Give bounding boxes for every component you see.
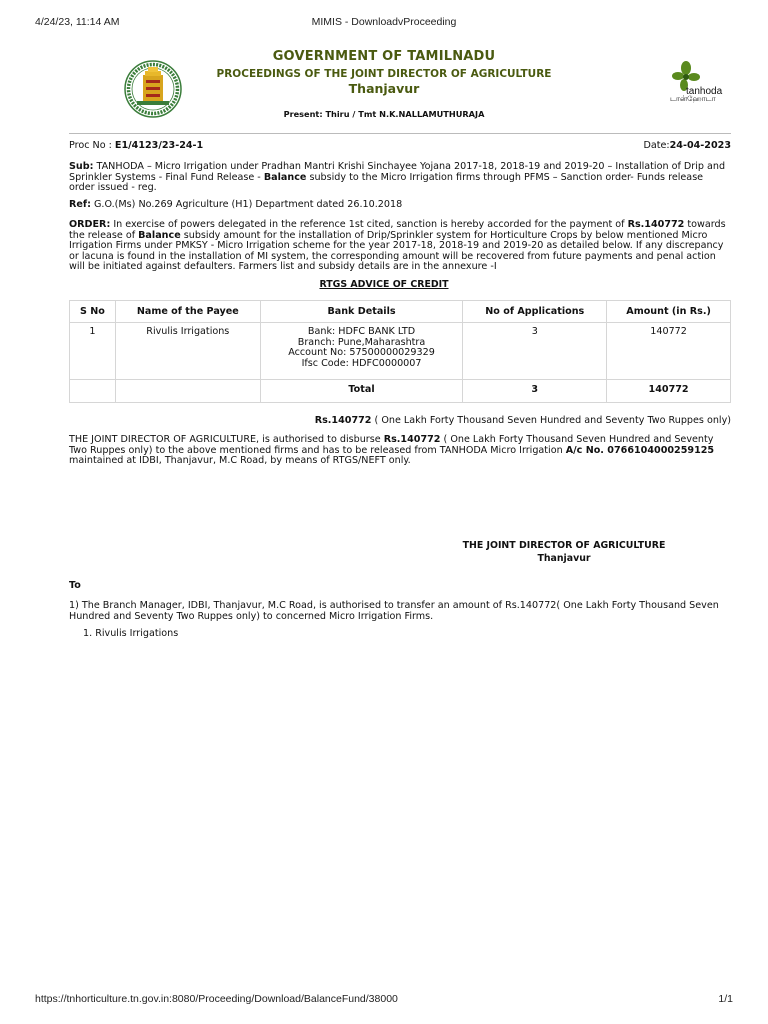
proc-date [643,141,731,152]
amount-in-words [315,416,731,427]
authorisation-text-c: maintained at IDBI, Thanjavur, M.C Road, by means of RTGS/NEFT only. [69,455,411,467]
table-total-row [70,380,731,403]
print-datetime: 4/24/23, 11:14 AM [35,16,120,28]
header-divider [69,133,731,134]
authorisation-text-b: ( One Lakh Forty Thousand Seven Hundred and Seventy Two Ruppes only) to the above mentioned firms and has to be released from TANHODA Micro Irrigation [69,434,714,456]
order-text-b: towards the release of [69,219,726,241]
order-text-a: In exercise of powers delegated in the reference 1st cited, sanction is hereby accorded for the payment of [110,219,628,230]
cell-applications: 3 [463,323,607,380]
amount-words-text: ( One Lakh Forty Thousand Seven Hundred and Seventy Two Ruppes only) [371,415,731,426]
print-footer-url: https://tnhorticulture.tn.gov.in:8080/Proceeding/Download/BalanceFund/38000 [35,993,398,1005]
authorisation-amount: Rs.140772 [383,434,441,445]
subject-text-b: subsidy to the Micro Irrigation firms through PFMS – Sanction order- Funds release order issued - reg. [69,171,704,194]
proc-date-value: 24-04-2023 [669,140,731,151]
cell-payee: Rivulis Irrigations [115,323,260,380]
authorisation-text-a: THE JOINT DIRECTOR OF AGRICULTURE, is authorised to disburse [69,434,384,445]
print-page-title: MIMIS - DownloadvProceeding [311,16,457,28]
subject-text-a: TANHODA – Micro Irrigation under Pradhan Mantri Krishi Sinchayee Yojana 2017-18, 2018-19 and 2019-20 – Installation of Drip and Sprinkler Systems - Final Fund Release - [69,161,726,183]
to-instruction: 1) The Branch Manager, IDBI, Thanjavur, M.C Road, is authorised to transfer an amount of Rs.140772( One Lakh Forty Thousand Seven Hundred and Seventy Two Ruppes only) to concerned Micro Irrigation Firms. [69,600,719,622]
proc-number-label: Proc No : [69,140,115,151]
proc-number [69,141,203,152]
authorisation-paragraph [69,435,731,467]
logo-tamil-text: டான்ஹோடா [670,94,716,103]
present-officer: Present: Thiru / Tmt N.K.NALLAMUTHURAJA [283,109,485,119]
district-name: Thanjavur [348,81,420,96]
rtgs-heading: RTGS ADVICE OF CREDIT [319,279,449,290]
subject-bold: Balance [263,171,307,183]
total-label: Total [260,380,463,403]
proc-number-value: E1/4123/23-24-1 [114,140,204,151]
bank-name: Bank: HDFC BANK LTD [307,326,416,337]
rtgs-table [69,300,731,403]
cell-empty [70,380,116,403]
bank-account: Account No: 57500000029329 [288,347,435,359]
col-amount: Amount (in Rs.) [607,301,731,323]
government-title: GOVERNMENT OF TAMILNADU [272,49,496,64]
reference-paragraph [69,200,731,211]
proc-date-label: Date: [643,140,670,151]
col-payee: Name of the Payee [115,301,260,323]
table-header-row [70,301,731,323]
order-paragraph [69,220,731,273]
subject-paragraph [69,162,731,194]
reference-text: G.O.(Ms) No.269 Agriculture (H1) Department dated 26.10.2018 [90,199,403,210]
cell-empty [115,380,260,403]
reference-label: Ref: [69,199,91,210]
recipient-item: 1. Rivulis Irrigations [83,628,179,639]
cell-amount: 140772 [607,323,731,380]
signature-place: Thanjavur [537,552,591,564]
col-bank-details: Bank Details [260,301,463,323]
cell-sno: 1 [70,323,116,380]
order-text-c: subsidy amount for the installation of Drip/Sprinkler system for Horticulture Crops by below mentioned Micro Irrigation Firms under PMKSY - Micro Irrigation scheme for the year 2017-18, 2018-19 and 2019-20 as detailed below. If any discrepancy or lacuna is found in the installation of MI system, the corresponding amount will be recovered from future payments and penal action will be initiated against defaulters. Farmers list and subsidy details are in the annexure -I [69,229,724,273]
order-amount: Rs.140772 [627,219,685,230]
tanhoda-logo [664,60,734,122]
to-label: To [69,580,81,591]
cell-bank-details [260,323,463,380]
total-applications: 3 [463,380,607,403]
table-row [70,323,731,380]
bank-branch: Branch: Pune,Maharashtra [297,336,426,348]
logo-text: tanhoda [686,86,723,97]
order-label: ORDER: [69,219,111,230]
bank-ifsc: Ifsc Code: HDFC0000007 [301,357,422,369]
order-bold: Balance [138,229,181,241]
col-applications: No of Applications [463,301,607,323]
authorisation-account: A/c No. 0766104000259125 [565,444,715,456]
signature-title: THE JOINT DIRECTOR OF AGRICULTURE [462,540,666,551]
proceedings-title: PROCEEDINGS OF THE JOINT DIRECTOR OF AGRICULTURE [216,68,552,80]
subject-label: Sub: [69,161,94,172]
col-sno: S No [70,301,116,323]
amount-words-value: Rs.140772 [314,415,372,426]
print-footer-page: 1/1 [718,993,733,1005]
signature-block [450,540,678,565]
total-amount: 140772 [607,380,731,403]
